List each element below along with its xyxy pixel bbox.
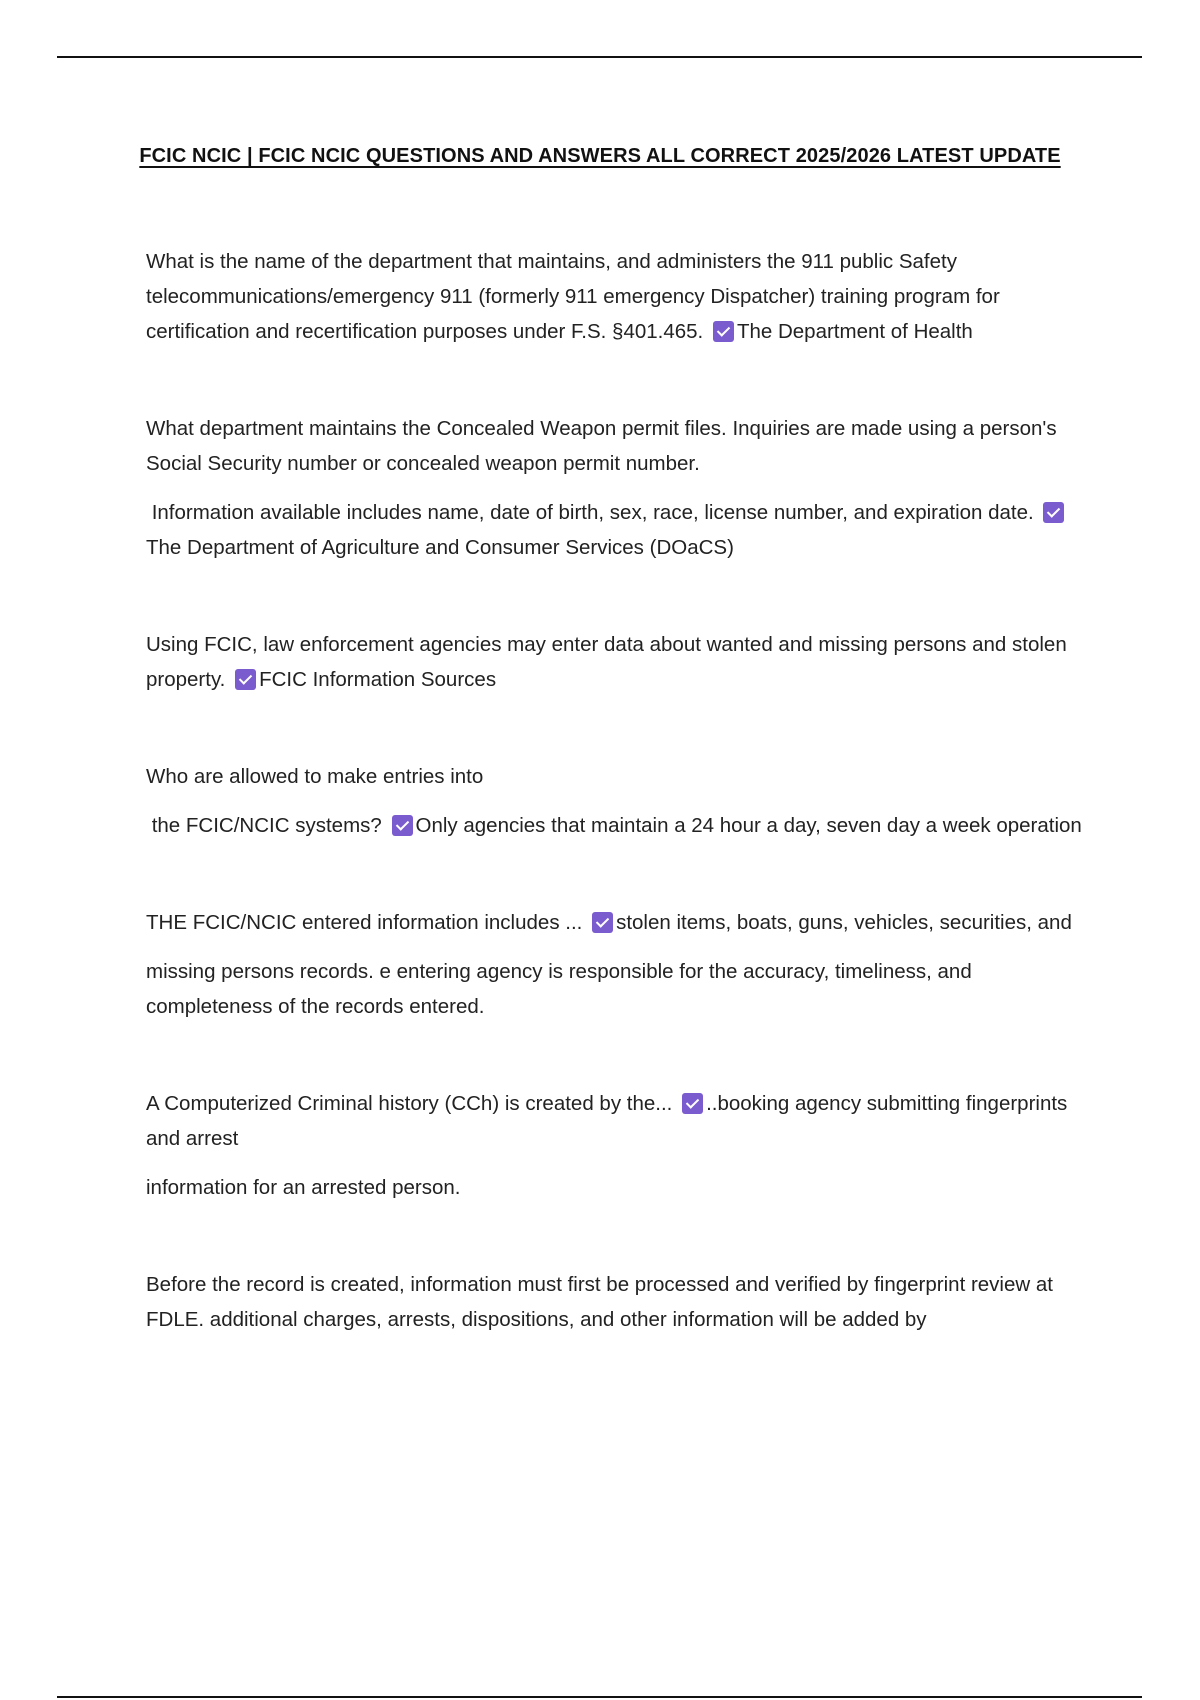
- question-text: What is the name of the department that maintains, and administers the 911 public Safety telecommunications/emergency 911 (formerly 911 emergency Dispatcher) training program for certification and recertification purposes under F.S. §401.465.: [146, 250, 1000, 343]
- qa-paragraph: [146, 1086, 1096, 1156]
- qa-paragraph: [146, 1170, 1096, 1205]
- qa-paragraph: [146, 244, 1096, 349]
- qa-item: [146, 905, 1096, 1024]
- qa-paragraph: [146, 759, 1096, 794]
- question-text: THE FCIC/NCIC entered information includes ...: [146, 911, 583, 934]
- checkbox-checked-icon: [235, 669, 256, 690]
- answer-continuation: missing persons records. e entering agency is responsible for the accuracy, timeliness, and completeness of the records entered.: [146, 960, 972, 1018]
- qa-paragraph: [146, 808, 1096, 843]
- qa-paragraph: [146, 627, 1096, 697]
- question-continuation: the FCIC/NCIC systems?: [151, 814, 382, 837]
- qa-item: [146, 1086, 1096, 1205]
- answer-text: The Department of Agriculture and Consumer Services (DOaCS): [146, 536, 734, 559]
- qa-paragraph: [146, 954, 1096, 1024]
- answer-continuation: information for an arrested person.: [146, 1176, 461, 1199]
- question-text: What department maintains the Concealed Weapon permit files. Inquiries are made using a person's Social Security number or concealed weapon permit number.: [146, 417, 1057, 475]
- document-title: FCIC NCIC | FCIC NCIC QUESTIONS AND ANSWERS ALL CORRECT 2025/2026 LATEST UPDATE: [139, 145, 1061, 167]
- checkbox-checked-icon: [682, 1093, 703, 1114]
- qa-list: [146, 244, 1096, 1399]
- qa-item: [146, 411, 1096, 565]
- question-text: Who are allowed to make entries into: [146, 765, 484, 788]
- question-text: A Computerized Criminal history (CCh) is created by the...: [146, 1092, 673, 1115]
- answer-text: Only agencies that maintain a 24 hour a day, seven day a week operation: [415, 814, 1082, 837]
- checkbox-checked-icon: [592, 912, 613, 933]
- question-text: Using FCIC, law enforcement agencies may enter data about wanted and missing persons and stolen property.: [146, 633, 1067, 691]
- question-text: Before the record is created, information must first be processed and verified by fingerprint review at FDLE. additional charges, arrests, dispositions, and other information will be added by: [146, 1273, 1053, 1331]
- answer-text: ..booking agency submitting fingerprints and arrest: [146, 1092, 1068, 1150]
- checkbox-checked-icon: [392, 815, 413, 836]
- qa-paragraph: [146, 905, 1096, 940]
- qa-paragraph: [146, 1267, 1096, 1337]
- qa-item: [146, 1267, 1096, 1337]
- qa-item: [146, 627, 1096, 697]
- top-rule: [57, 56, 1142, 58]
- checkbox-checked-icon: [1043, 502, 1064, 523]
- answer-text: The Department of Health: [736, 320, 973, 343]
- question-continuation: Information available includes name, date of birth, sex, race, license number, and expiration date.: [151, 501, 1034, 524]
- answer-text: stolen items, boats, guns, vehicles, securities, and: [616, 911, 1072, 934]
- answer-text: FCIC Information Sources: [259, 668, 497, 691]
- qa-paragraph: [146, 411, 1096, 481]
- bottom-rule: [57, 1696, 1142, 1698]
- qa-paragraph: [146, 495, 1096, 565]
- qa-item: [146, 244, 1096, 349]
- checkbox-checked-icon: [713, 321, 734, 342]
- qa-item: [146, 759, 1096, 843]
